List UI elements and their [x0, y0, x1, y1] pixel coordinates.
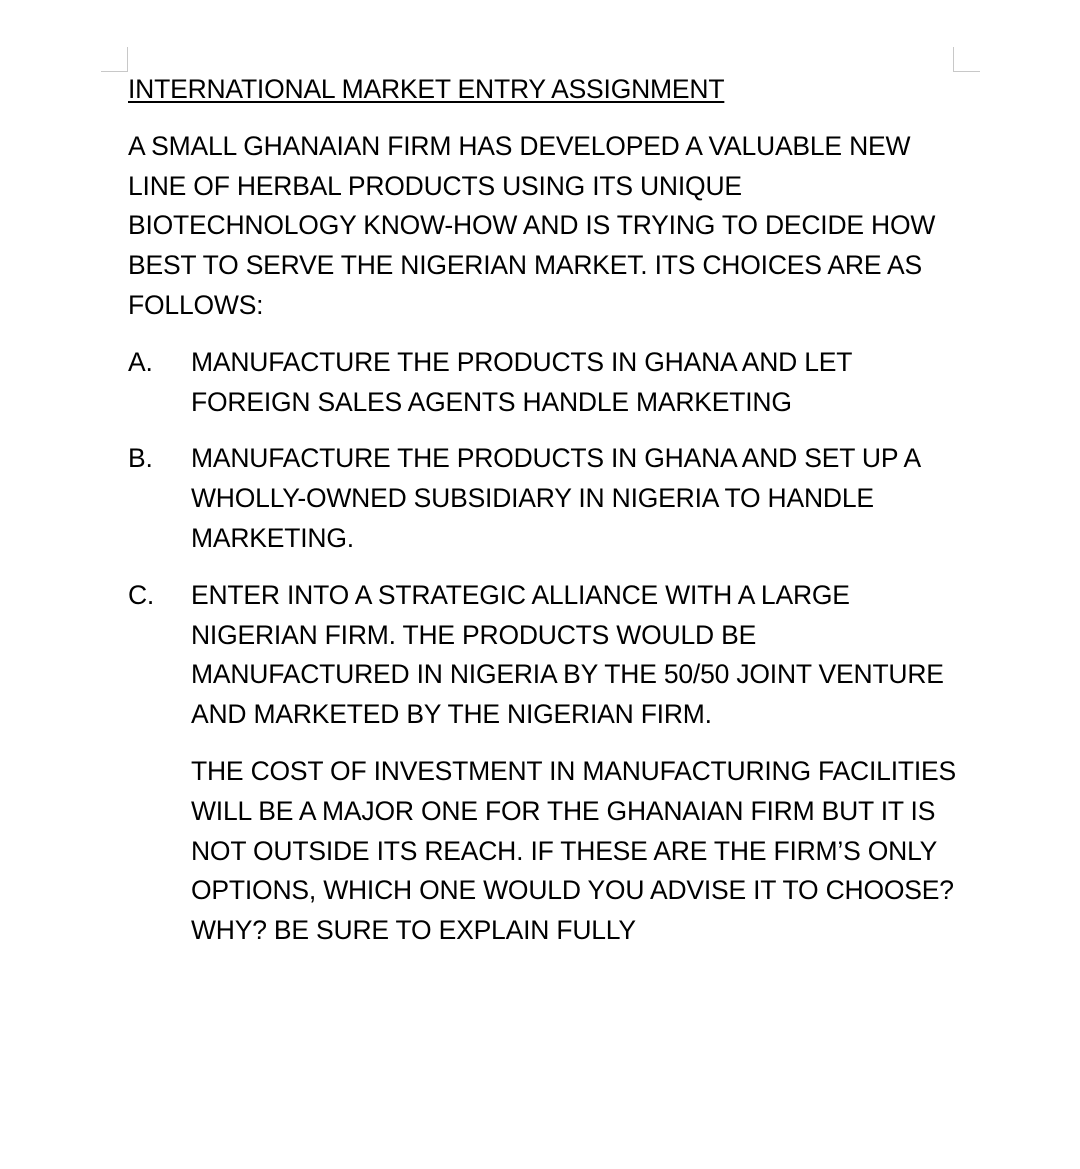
option-a-letter: A. [128, 346, 153, 377]
option-c-letter: C. [128, 579, 155, 610]
option-c [128, 576, 958, 735]
margin-mark-top-right [953, 47, 980, 72]
document-title: INTERNATIONAL MARKET ENTRY ASSIGNMENT [128, 74, 725, 104]
option-a-text: MANUFACTURE THE PRODUCTS IN GHANA AND LET FOREIGN SALES AGENTS HANDLE MARKETING [191, 346, 852, 417]
options-list [128, 343, 958, 735]
intro-paragraph: A SMALL GHANAIAN FIRM HAS DEVELOPED A VALUABLE NEW LINE OF HERBAL PRODUCTS USING ITS UNIQUE BIOTECHNOLOGY KNOW-HOW AND IS TRYING TO DECIDE HOW BEST TO SERVE THE NIGERIAN MARKET. ITS CHOICES ARE AS FOLLOWS: [128, 130, 936, 320]
closing-paragraph: THE COST OF INVESTMENT IN MANUFACTURING FACILITIES WILL BE A MAJOR ONE FOR THE GHANAIAN FIRM BUT IT IS NOT OUTSIDE ITS REACH. IF THESE ARE THE FIRM’S ONLY OPTIONS, WHICH ONE WOULD YOU ADVISE IT TO CHOOSE? WHY? BE SURE TO EXPLAIN FULLY [191, 755, 956, 946]
option-c-text: ENTER INTO A STRATEGIC ALLIANCE WITH A LARGE NIGERIAN FIRM. THE PRODUCTS WOULD BE MANUFACTURED IN NIGERIA BY THE 50/50 JOINT VENTURE AND MARKETED BY THE NIGERIAN FIRM. [191, 579, 944, 730]
option-b-text: MANUFACTURE THE PRODUCTS IN GHANA AND SET UP A WHOLLY-OWNED SUBSIDIARY IN NIGERIA TO HANDLE MARKETING. [191, 443, 920, 553]
document-body[interactable] [128, 70, 958, 951]
option-a [128, 343, 958, 423]
option-b-letter: B. [128, 443, 153, 474]
option-b [128, 439, 958, 558]
margin-mark-top-left [101, 47, 128, 72]
